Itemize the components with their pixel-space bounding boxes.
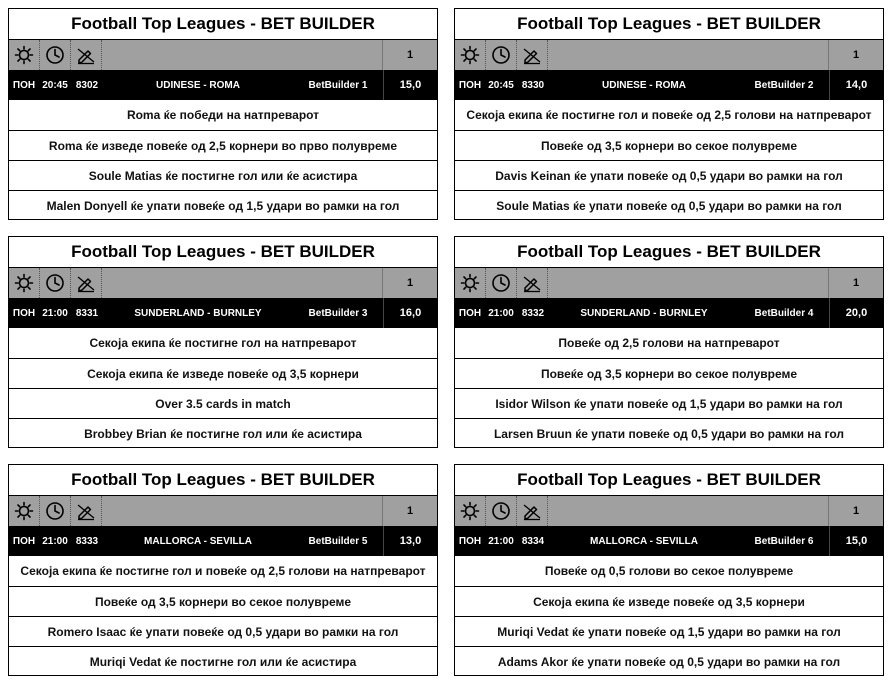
bet-builder-label: BetBuilder 4 — [754, 307, 814, 319]
selection-row: Секоја екипа ќе постигне гол и повеќе од 2,5 голови на натпреварот — [466, 108, 872, 122]
bet-builder-card-4 — [454, 236, 884, 448]
bet-builder-card-6 — [454, 464, 884, 676]
bet-builder-card-3 — [8, 236, 438, 448]
bet-builder-label: BetBuilder 1 — [308, 79, 368, 91]
selection-row: Malen Donyell ќе упати повеќе од 1,5 удари во рамки на гол — [9, 190, 437, 220]
odd-value[interactable]: 20,0 — [829, 298, 883, 328]
match-day: ПОН — [458, 535, 482, 547]
odd-value[interactable]: 15,0 — [383, 70, 437, 100]
bet-builder-label: BetBuilder 3 — [308, 307, 368, 319]
header-spacer — [102, 268, 382, 298]
selection-row: Soule Matias ќе упати повеќе од 0,5 удари во рамки на гол — [455, 190, 883, 220]
match-row[interactable] — [9, 298, 437, 328]
header-spacer — [102, 496, 382, 526]
match-day: ПОН — [12, 79, 36, 91]
match-time: 21:00 — [488, 307, 514, 319]
sun-icon — [455, 40, 486, 70]
sun-icon — [9, 496, 40, 526]
card-title: Football Top Leagues - BET BUILDER — [71, 470, 375, 489]
odd-value[interactable]: 15,0 — [829, 526, 883, 556]
card-title: Football Top Leagues - BET BUILDER — [71, 14, 375, 33]
match-teams: SUNDERLAND - BURNLEY — [580, 307, 708, 319]
match-code: 8334 — [521, 535, 545, 547]
bet-builder-card-2 — [454, 8, 884, 220]
selection-row: Roma ќе победи на натпреварот — [126, 108, 320, 122]
selection-row: Brobbey Brian ќе постигне гол или ќе асистира — [9, 418, 437, 448]
match-row[interactable] — [9, 526, 437, 556]
match-row[interactable] — [455, 298, 883, 328]
bet-builder-label: BetBuilder 5 — [308, 535, 368, 547]
match-time: 21:00 — [42, 307, 68, 319]
match-row[interactable] — [455, 70, 883, 100]
odd-value[interactable]: 16,0 — [383, 298, 437, 328]
sun-icon — [9, 40, 40, 70]
selection-row: Adams Akor ќе упати повеќе од 0,5 удари во рамки на гол — [455, 646, 883, 676]
selections-list — [9, 556, 437, 676]
selection-row: Romero Isaac ќе упати повеќе од 0,5 удари во рамки на гол — [9, 616, 437, 646]
bet-builder-card-1 — [8, 8, 438, 220]
bet-builder-label: BetBuilder 2 — [754, 79, 814, 91]
selection-row: Davis Keinan ќе упати повеќе од 0,5 удари во рамки на гол — [455, 160, 883, 190]
icon-row — [455, 39, 883, 70]
selection-row: Over 3.5 cards in match — [9, 388, 437, 418]
selection-row: Секоја екипа ќе изведе повеќе од 3,5 корнери — [455, 586, 883, 616]
match-row[interactable] — [9, 70, 437, 100]
pencil-icon — [517, 40, 548, 70]
match-day: ПОН — [12, 307, 36, 319]
clock-icon — [40, 496, 71, 526]
selection-row: Секоја екипа ќе постигне гол на натпреварот — [89, 336, 357, 350]
header-spacer — [102, 40, 382, 70]
header-spacer — [548, 496, 828, 526]
selection-row: Секоја екипа ќе изведе повеќе од 3,5 корнери — [9, 358, 437, 388]
icon-row — [9, 39, 437, 70]
bet-builder-card-5 — [8, 464, 438, 676]
pencil-icon — [517, 496, 548, 526]
selection-row: Muriqi Vedat ќе постигне гол или ќе асистира — [9, 646, 437, 676]
icon-row — [9, 267, 437, 298]
selections-list — [455, 100, 883, 220]
match-day: ПОН — [458, 79, 482, 91]
header-spacer — [548, 268, 828, 298]
selection-row: Larsen Bruun ќе упати повеќе од 0,5 удари во рамки на гол — [455, 418, 883, 448]
selection-row: Повеќе од 3,5 корнери во секое полувреме — [9, 586, 437, 616]
pencil-icon — [71, 496, 102, 526]
pencil-icon — [71, 40, 102, 70]
selections-list — [9, 328, 437, 448]
card-title: Football Top Leagues - BET BUILDER — [517, 242, 821, 261]
pencil-icon — [517, 268, 548, 298]
selection-row: Секоја екипа ќе постигне гол и повеќе од 2,5 голови на натпреварот — [20, 564, 426, 578]
sun-icon — [455, 268, 486, 298]
sun-icon — [9, 268, 40, 298]
selection-row: Повеќе од 3,5 корнери во секое полувреме — [455, 358, 883, 388]
odd-column-header: 1 — [828, 40, 883, 70]
selections-list — [455, 556, 883, 676]
match-day: ПОН — [458, 307, 482, 319]
selection-row: Roma ќе изведе повеќе од 2,5 корнери во прво полувреме — [9, 130, 437, 160]
match-code: 8333 — [75, 535, 99, 547]
clock-icon — [40, 268, 71, 298]
match-time: 20:45 — [42, 79, 68, 91]
odd-value[interactable]: 13,0 — [383, 526, 437, 556]
match-day: ПОН — [12, 535, 36, 547]
match-teams: UDINESE - ROMA — [156, 79, 240, 91]
clock-icon — [486, 40, 517, 70]
odd-column-header: 1 — [828, 268, 883, 298]
match-code: 8331 — [75, 307, 99, 319]
selection-row: Повеќе од 0,5 голови во секое полувреме — [544, 564, 794, 578]
match-teams: MALLORCA - SEVILLA — [590, 535, 698, 547]
clock-icon — [40, 40, 71, 70]
match-time: 21:00 — [488, 535, 514, 547]
selection-row: Повеќе од 3,5 корнери во секое полувреме — [455, 130, 883, 160]
match-code: 8330 — [521, 79, 545, 91]
selections-list — [9, 100, 437, 220]
odd-column-header: 1 — [828, 496, 883, 526]
selection-row: Muriqi Vedat ќе упати повеќе од 1,5 удари во рамки на гол — [455, 616, 883, 646]
selections-list — [455, 328, 883, 448]
card-title: Football Top Leagues - BET BUILDER — [517, 470, 821, 489]
sun-icon — [455, 496, 486, 526]
icon-row — [455, 495, 883, 526]
match-teams: MALLORCA - SEVILLA — [144, 535, 252, 547]
card-title: Football Top Leagues - BET BUILDER — [71, 242, 375, 261]
match-teams: UDINESE - ROMA — [602, 79, 686, 91]
match-time: 21:00 — [42, 535, 68, 547]
bet-builder-label: BetBuilder 6 — [754, 535, 814, 547]
match-time: 20:45 — [488, 79, 514, 91]
icon-row — [9, 495, 437, 526]
clock-icon — [486, 268, 517, 298]
clock-icon — [486, 496, 517, 526]
odd-column-header: 1 — [382, 40, 437, 70]
match-code: 8332 — [521, 307, 545, 319]
odd-column-header: 1 — [382, 268, 437, 298]
selection-row: Повеќе од 2,5 голови на натпреварот — [558, 336, 780, 350]
header-spacer — [548, 40, 828, 70]
odd-value[interactable]: 14,0 — [829, 70, 883, 100]
card-title: Football Top Leagues - BET BUILDER — [517, 14, 821, 33]
match-row[interactable] — [455, 526, 883, 556]
odd-column-header: 1 — [382, 496, 437, 526]
icon-row — [455, 267, 883, 298]
selection-row: Isidor Wilson ќе упати повеќе од 1,5 удари во рамки на гол — [455, 388, 883, 418]
match-teams: SUNDERLAND - BURNLEY — [134, 307, 262, 319]
pencil-icon — [71, 268, 102, 298]
selection-row: Soule Matias ќе постигне гол или ќе асистира — [9, 160, 437, 190]
match-code: 8302 — [75, 79, 99, 91]
